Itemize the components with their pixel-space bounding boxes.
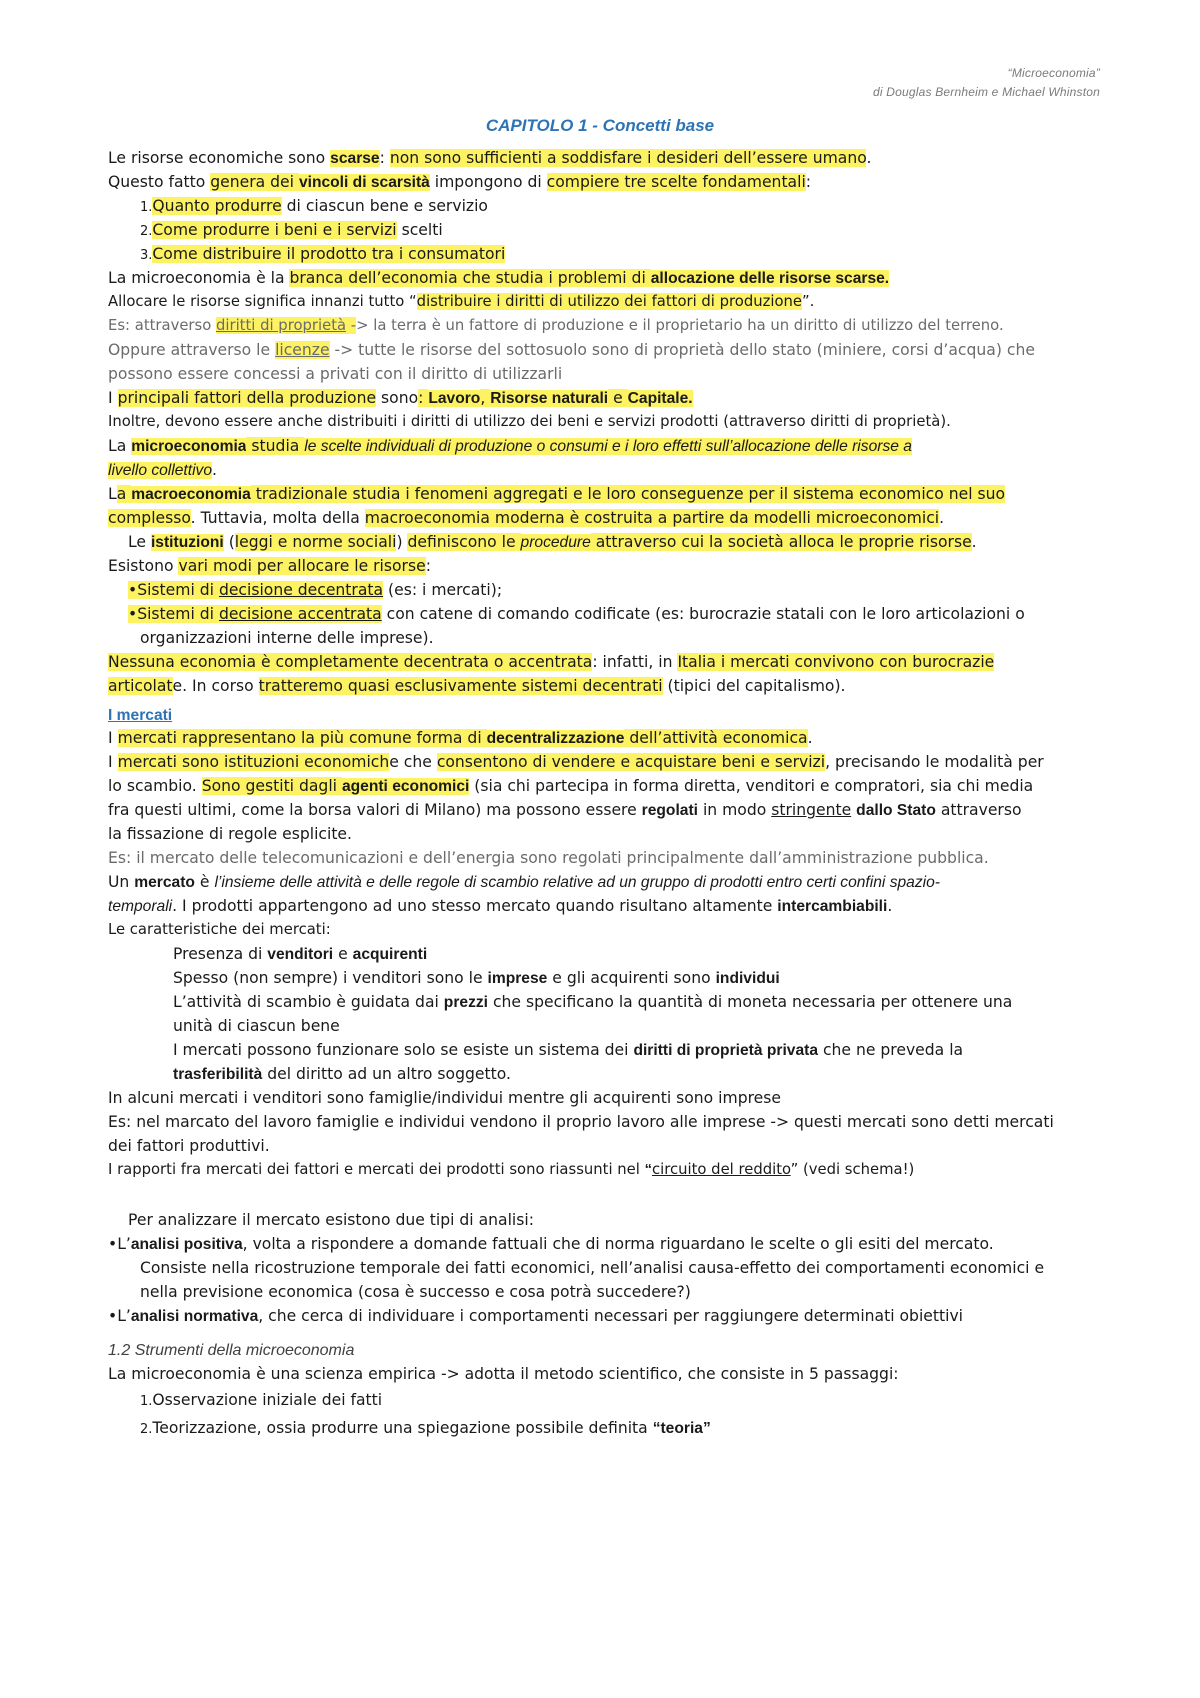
paragraph-markets-institutions: I mercati sono istituzioni economiche che consentono di vendere e acquistare beni e servizi, precisando le modalità per <box>108 753 1044 771</box>
chapter-title: CAPITOLO 1 - Concetti base <box>485 116 715 135</box>
example-licenses-cont: possono essere concessi a privati con il diritto di utilizzarli <box>108 365 563 383</box>
paragraph-distribution: Inoltre, devono essere anche distribuiti i diritti di utilizzo dei beni e servizi prodotti (attraverso diritti di proprietà). <box>108 413 951 430</box>
paragraph-scientific-method: La microeconomia è una scienza empirica -> adotta il metodo scientifico, che consiste in 5 passaggi: <box>108 1365 899 1383</box>
paragraph-markets-institutions-3: fra questi ultimi, come la borsa valori di Milano) ma possono essere regolati in modo stringente dallo Stato attraverso <box>108 801 1022 819</box>
paragraph-factor-markets-example-cont: dei fattori produttivi. <box>108 1137 270 1155</box>
bullet-positive-analysis-cont: nella previsione economica (cosa è successo e cosa potrà succedere?) <box>140 1283 691 1301</box>
bullet-positive-analysis: •L’analisi positiva, volta a rispondere a domande fattuali che di norma riguardano le scelte o gli esiti del mercato. <box>108 1235 994 1253</box>
list-item: 1.Quanto produrre di ciascun bene e servizio <box>140 197 488 215</box>
paragraph-macroeconomics: La macroeconomia tradizionale studia i fenomeni aggregati e le loro conseguenze per il sistema economico nel suo <box>108 485 1006 503</box>
paragraph-analysis-types: Per analizzare il mercato esistono due tipi di analisi: <box>128 1211 534 1229</box>
paragraph-income-circuit: I rapporti fra mercati dei fattori e mercati dei prodotti sono riassunti nel “circuito del reddito” (vedi schema!) <box>108 1161 915 1178</box>
header-book-title: “Microeconomia” <box>1007 66 1100 80</box>
paragraph-markets-institutions-2: lo scambio. Sono gestiti dagli agenti economici (sia chi partecipa in forma diretta, venditori e compratori, sia chi media <box>108 777 1034 795</box>
paragraph-market-definition-cont: temporali. I prodotti appartengono ad uno stesso mercato quando risultano altamente intercambiabili. <box>108 897 893 915</box>
paragraph-markets-institutions-4: la fissazione di regole esplicite. <box>108 825 352 843</box>
paragraph-scarcity: Le risorse economiche sono scarse: non sono sufficienti a soddisfare i desideri dell’essere umano. <box>108 149 872 167</box>
paragraph-allocation: Allocare le risorse significa innanzi tutto “distribuire i diritti di utilizzo dei fattori di produzione”. <box>108 293 815 310</box>
step-item: 1.Osservazione iniziale dei fatti <box>140 1391 383 1409</box>
paragraph-factor-markets: In alcuni mercati i venditori sono famiglie/individui mentre gli acquirenti sono imprese <box>108 1089 781 1107</box>
bullet-decentralized: •Sistemi di decisione decentrata (es: i mercati); <box>128 581 503 599</box>
paragraph-macroeconomics-cont: complesso. Tuttavia, molta della macroeconomia moderna è costruita a partire da modelli microeconomici. <box>108 509 945 527</box>
paragraph-allocation-modes: Esistono vari modi per allocare le risorse: <box>108 557 431 575</box>
feature-item: I mercati possono funzionare solo se esiste un sistema dei diritti di proprietà privata che ne preveda la <box>173 1041 964 1059</box>
bullet-positive-analysis-cont: Consiste nella ricostruzione temporale dei fatti economici, nell’analisi causa-effetto dei comportamenti economici e <box>140 1259 1045 1277</box>
example-property-rights: Es: attraverso diritti di proprietà -> la terra è un fattore di produzione e il proprietario ha un diritto di utilizzo del terreno. <box>108 317 1004 334</box>
feature-item: Presenza di venditori e acquirenti <box>173 945 428 963</box>
section-heading-tools: 1.2 Strumenti della microeconomia <box>108 1342 355 1359</box>
list-item: 3.Come distribuire il prodotto tra i consumatori <box>140 245 506 263</box>
paragraph-market-definition: Un mercato è l’insieme delle attività e delle regole di scambio relative ad un gruppo di prodotti entro certi confini spazio- <box>108 873 940 891</box>
paragraph-markets-form: I mercati rappresentano la più comune forma di decentralizzazione dell’attività economica. <box>108 729 813 747</box>
bullet-normative-analysis: •L’analisi normativa, che cerca di individuare i comportamenti necessari per raggiungere determinati obiettivi <box>108 1307 963 1325</box>
paragraph-production-factors: I principali fattori della produzione sono: Lavoro, Risorse naturali e Capitale. <box>108 389 693 407</box>
header-authors: di Douglas Bernheim e Michael Whinston <box>872 85 1100 99</box>
example-regulated-markets: Es: il mercato delle telecomunicazioni e dell’energia sono regolati principalmente dall’amministrazione pubblica. <box>108 849 989 867</box>
bullet-centralized: •Sistemi di decisione accentrata con catene di comando codificate (es: burocrazie statali con le loro articolazioni o <box>128 605 1025 623</box>
paragraph-constraints: Questo fatto genera dei vincoli di scarsità impongono di compiere tre scelte fondamentali: <box>108 173 812 191</box>
bullet-centralized-cont: organizzazioni interne delle imprese). <box>140 629 434 647</box>
paragraph-market-features: Le caratteristiche dei mercati: <box>108 921 331 938</box>
example-licenses: Oppure attraverso le licenze -> tutte le risorse del sottosuolo sono di proprietà dello stato (miniere, corsi d’acqua) che <box>108 341 1035 359</box>
feature-item: Spesso (non sempre) i venditori sono le imprese e gli acquirenti sono individui <box>173 969 780 987</box>
paragraph-micro-definition-cont: livello collettivo. <box>108 461 217 479</box>
paragraph-factor-markets-example: Es: nel marcato del lavoro famiglie e individui vendono il proprio lavoro alle imprese -> questi mercati sono detti mercati <box>108 1113 1054 1131</box>
step-item: 2.Teorizzazione, ossia produrre una spiegazione possibile definita “teoria” <box>140 1419 711 1437</box>
paragraph-microeconomics: La microeconomia è la branca dell’economia che studia i problemi di allocazione delle risorse scarse. <box>108 269 890 287</box>
paragraph-micro-definition: La microeconomia studia le scelte individuali di produzione o consumi e i loro effetti sull’allocazione delle risorse a <box>108 437 912 455</box>
paragraph-mixed-economies-cont: articolate. In corso tratteremo quasi esclusivamente sistemi decentrati (tipici del capitalismo). <box>108 677 846 695</box>
list-item: 2.Come produrre i beni e i servizi scelti <box>140 221 443 239</box>
feature-item: L’attività di scambio è guidata dai prezzi che specificano la quantità di moneta necessaria per ottenere una <box>173 993 1013 1011</box>
paragraph-institutions: Le istituzioni (leggi e norme sociali) definiscono le procedure attraverso cui la società alloca le proprie risorse. <box>128 533 977 551</box>
feature-item-cont: trasferibilità del diritto ad un altro soggetto. <box>173 1065 511 1083</box>
paragraph-mixed-economies: Nessuna economia è completamente decentrata o accentrata: infatti, in Italia i mercati convivono con burocrazie <box>108 653 995 671</box>
section-heading-markets: I mercati <box>108 707 173 724</box>
feature-item-cont: unità di ciascun bene <box>173 1017 340 1035</box>
